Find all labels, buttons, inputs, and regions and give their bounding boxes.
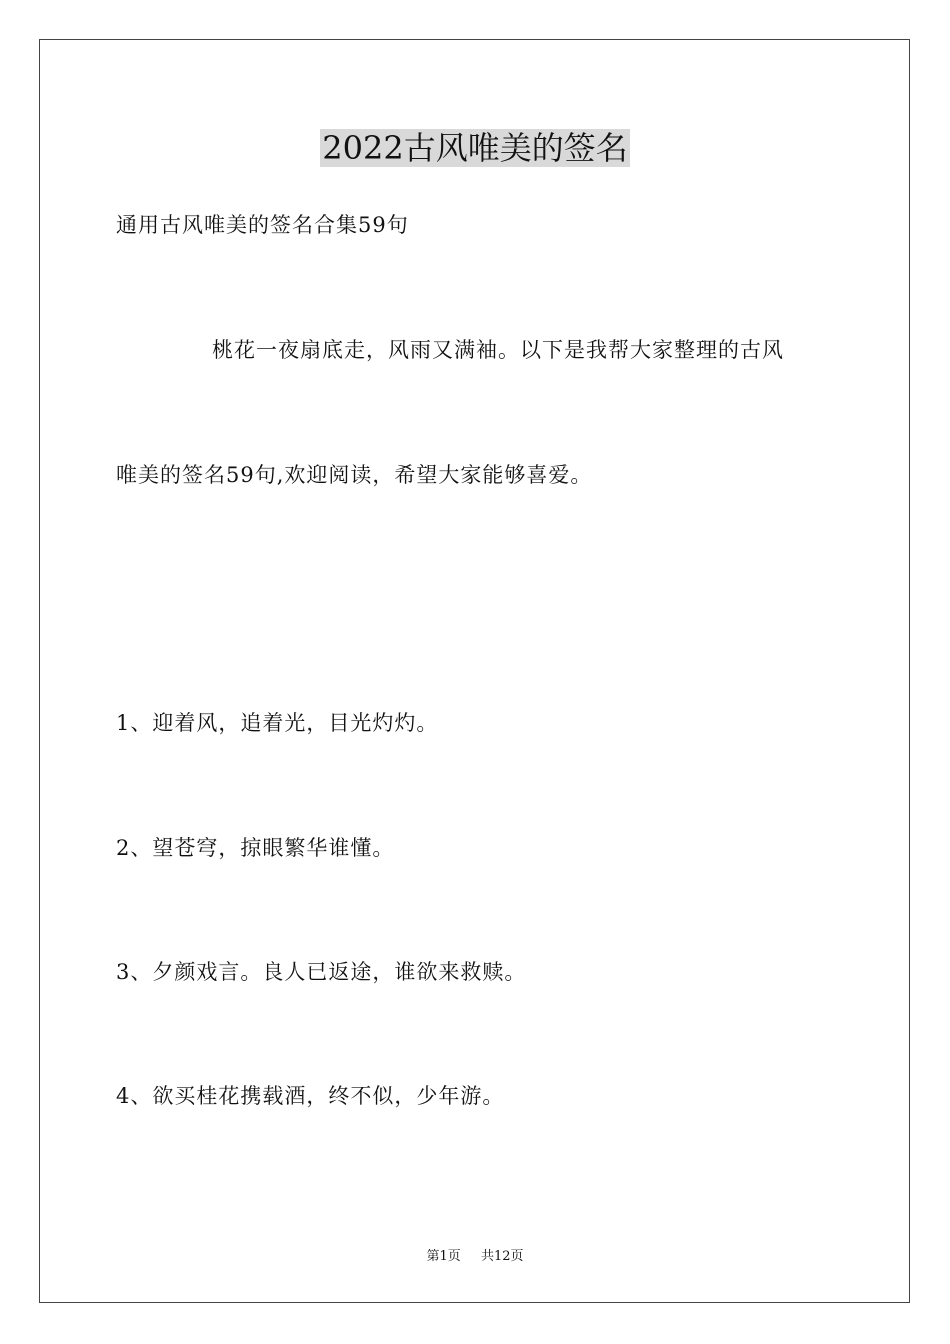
document-subtitle: 通用古风唯美的签名合集59句 [116,213,409,237]
page-footer [0,1248,950,1266]
document-title [0,128,950,168]
intro-paragraph-line-2: 唯美的签名59句,欢迎阅读，希望大家能够喜爱。 [116,463,593,487]
list-item: 3、夕颜戏言。良人已返途，谁欲来救赎。 [116,960,527,984]
list-item: 2、望苍穹，掠眼繁华谁懂。 [116,836,395,860]
page-number-current: 第1页 [426,1249,461,1264]
page-number-total: 共12页 [480,1249,524,1264]
document-title-text: 2022古风唯美的签名 [322,129,628,167]
list-item: 1、迎着风，追着光，目光灼灼。 [116,711,439,735]
list-item: 4、欲买桂花携载酒，终不似，少年游。 [116,1084,505,1108]
intro-paragraph-line-1: 桃花一夜扇底走，风雨又满袖。以下是我帮大家整理的古风 [212,338,784,362]
